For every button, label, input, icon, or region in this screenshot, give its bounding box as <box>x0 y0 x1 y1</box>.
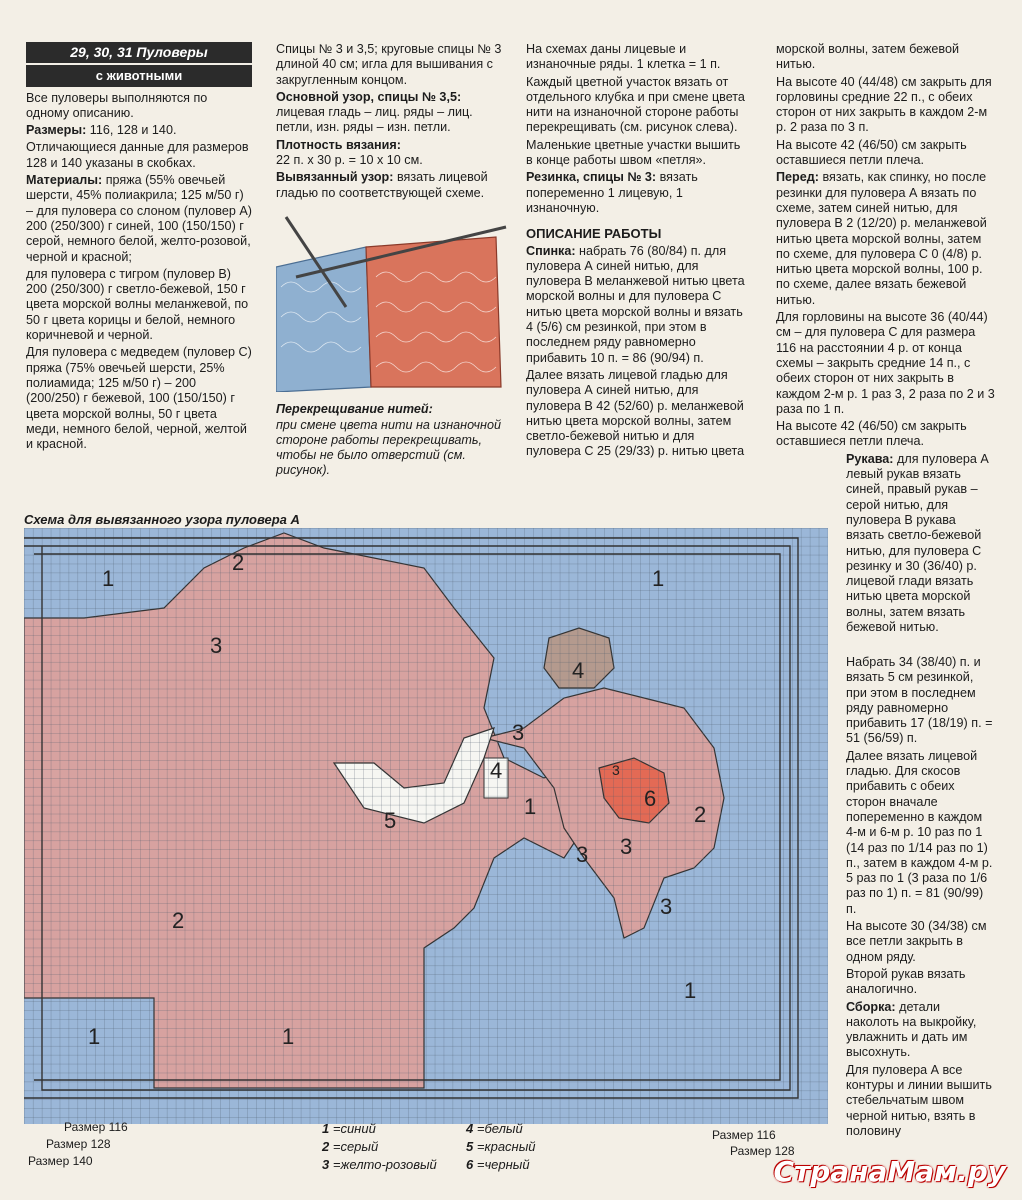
legend-item-5: 5 =красный <box>466 1139 536 1154</box>
c3-p4: Далее вязать лицевой гладью для пуловера А синей нитью, для пуловера В 42 (52/60) р. меланжевой нитью цвета морской волны, затем светло-бежевой нитью и для пуловера С 25 (29/33) р. нитью цвета <box>526 367 745 459</box>
chart-title: Схема для вывязанного узора пуловера А <box>24 512 300 527</box>
c4-p7: Далее вязать лицевой гладью. Для скосов прибавить с обеих сторон вначале попеременно в каждом 4-м и 6-м р. 10 раз по 1 (14 раз по 1/14 раз по 1) п., затем в каждом 4-м р. 5 раз по 1 (3 раза по 1/6 раз по 1) п. = 81 (90/99) п. <box>846 748 993 916</box>
size-label-128-right: Размер 128 <box>730 1144 795 1158</box>
c3-p2: Каждый цветной участок вязать от отдельного клубка и при смене цвета нити на изнаночной стороне работы перекрещивать (см. рисунок слева). <box>526 74 745 135</box>
legend-col-1 <box>322 1120 437 1174</box>
c4-p2: На высоте 40 (44/48) см закрыть для горловины средние 22 п., с обеих сторон от них закрыть в каждом 2-м р. 2 раза по 3 п. <box>776 74 992 135</box>
header-subtitle: с животными <box>26 65 252 86</box>
c2-pattern: Основной узор, спицы № 3,5: лицевая гладь – лиц. ряды – лиц. петли, изн. ряды – изн. петли. <box>276 89 473 135</box>
c4-p3: На высоте 42 (46/50) см закрыть оставшиеся петли плеча. <box>776 137 967 168</box>
c3-p1: На схемах даны лицевые и изнаночные ряды. 1 клетка = 1 п. <box>526 42 721 72</box>
c1-p3: Материалы: пряжа (55% овечьей шерсти, 45% полиакрила; 125 м/50 г) – для пуловера со слоном (пуловер А) 200 (250/300) г синей, 100 (150/150) г серой, немного белой, желто-розовой, черной и красной; <box>26 173 252 264</box>
legend-item-4: 4 =белый <box>466 1121 523 1136</box>
chart-region-label: 2 <box>694 802 707 827</box>
chart-region-label: 1 <box>282 1024 295 1049</box>
c4-front: Перед: вязать, как спинку, но после резинки для пуловера А вязать по схеме, затем синей нитью, для пуловера В 2 (12/20) р. меланжевой нитью цвета морской волны, затем по схеме, для пуловера С 0 (4/8) р. нитью цвета морской волны, 100 р. по схеме, далее вязать бежевой нитью. <box>776 170 987 307</box>
size-label-116-right: Размер 116 <box>712 1128 776 1142</box>
c1-p0: Все пуловеры выполняются по одному описанию. <box>26 90 208 120</box>
chart-region-label: 5 <box>384 808 397 833</box>
c2-knit: Вывязанный узор: вязать лицевой гладью по соответствующей схеме. <box>276 170 488 200</box>
size-label-128-left: Размер 128 <box>46 1137 111 1151</box>
chart-region-label: 4 <box>572 658 585 683</box>
column-1 <box>26 42 252 454</box>
chart-region-label: 1 <box>524 794 537 819</box>
c2-intro: Спицы № 3 и 3,5; круговые спицы № 3 длиной 40 см; игла для вышивания с закругленным концом. <box>276 42 502 87</box>
column-2 <box>276 42 504 481</box>
c3-section-title: ОПИСАНИЕ РАБОТЫ <box>526 226 662 242</box>
chart-region-label: 3 <box>576 842 589 867</box>
c4-p5: На высоте 42 (46/50) см закрыть оставшиеся петли плеча. <box>776 419 967 449</box>
c3-back: Спинка: набрать 76 (80/84) п. для пуловера А синей нитью, для пуловера В меланжевой нитью цвета морской волны и для пуловера С нитью цвета морской волны и вязать 4 (5/6) см резинкой, при этом в последнем ряду равномерно прибавить 10 п. = 86 (90/94) п. <box>526 243 745 365</box>
chart-region-label: 1 <box>88 1024 101 1049</box>
legend-item-2: 2 =серый <box>322 1139 379 1154</box>
header-title: 29, 30, 31 Пуловеры <box>26 42 252 63</box>
c3-rib: Резинка, спицы № 3: вязать попеременно 1 лицевую, 1 изнаночную. <box>526 170 698 215</box>
c1-p4: для пуловера с тигром (пуловер В) 200 (250/300) г светло-бежевой, 150 г цвета морской волны меланжевой, по 50 г цвета корицы и белой, немного коричневой и черной. <box>26 266 249 343</box>
chart-region-label: 3 <box>620 834 633 859</box>
c4-assembly: Сборка: детали наколоть на выкройку, увлажнить и дать им высохнуть. <box>846 999 977 1060</box>
size-label-140-left: Размер 140 <box>28 1154 93 1168</box>
chart-region-label: 3 <box>660 894 673 919</box>
chart-region-label: 2 <box>232 550 245 575</box>
chart-region-label: 6 <box>644 786 657 811</box>
column-3 <box>526 42 750 462</box>
c1-p1: Размеры: 116, 128 и 140. <box>26 123 177 138</box>
watermark-logo: СтранаМам.ру <box>773 1155 1006 1188</box>
knitting-chart <box>24 528 828 1124</box>
c1-p5: Для пуловера с медведем (пуловер С) пряжа (75% овечьей шерсти, 25% полиамида; 125 м/50 г) – 200 (200/250) г бежевой, 100 (150/150) г цвета морской волны, 50 г цвета меди, немного белой, черной, желтой и красной. <box>26 345 252 452</box>
chart-region-label: 1 <box>652 566 665 591</box>
c3-p3: Маленькие цветные участки вышить в конце работы швом «петля». <box>526 137 741 168</box>
chart-grid <box>24 528 828 1124</box>
c2-density: Плотность вязания: 22 п. х 30 р. = 10 х 10 см. <box>276 137 423 168</box>
chart-region-label: 3 <box>210 633 223 658</box>
legend-item-3: 3 =желто-розовый <box>322 1157 437 1172</box>
c1-p2: Отличающиеся данные для размеров 128 и 140 указаны в скобках. <box>26 140 249 170</box>
chart-region-label: 3 <box>612 762 620 778</box>
c4-p1: морской волны, затем бежевой нитью. <box>776 42 960 72</box>
c4-p4: Для горловины на высоте 36 (40/44) см – для пуловера С для размера 116 на расстоянии 4 р. от конца схемы – закрыть средние 14 п., с обеих сторон от них закрыть в каждом 2-м р. 1 раз 3, 2 раза по 2 и 3 раза по 1 п. <box>776 310 995 416</box>
size-label-116-left: Размер 116 <box>64 1120 128 1134</box>
c4-p10: Для пуловера А все контуры и линии вышить стебельчатым швом черной нитью, взять в половину <box>846 1062 992 1138</box>
chart-region-label: 4 <box>490 758 503 783</box>
chart-region-label: 2 <box>172 908 185 933</box>
column-4-lower <box>846 655 996 1141</box>
chart-region-label: 1 <box>102 566 115 591</box>
c4-p6: Набрать 34 (38/40) п. и вязать 5 см резинкой, при этом в последнем ряду равномерно прибавить 17 (18/19) п. = 51 (56/59) п. <box>846 655 993 746</box>
legend-item-1: 1 =синий <box>322 1121 376 1136</box>
c4-p8: На высоте 30 (34/38) см все петли закрыть в одном ряду. <box>846 919 987 964</box>
yarn-crossing-illustration <box>276 207 516 392</box>
chart-region-label: 3 <box>512 720 525 745</box>
c4-sleeve: Рукава: для пуловера А левый рукав вязать синей, правый рукав – серой нитью, для пуловера В рукава вязать светло-бежевой нитью, для пуловера С резинку и 30 (36/40) р. лицевой глади вязать нитью цвета морской волны, затем вязать бежевой нитью. <box>846 451 989 634</box>
legend-col-2 <box>466 1120 536 1174</box>
legend-item-6: 6 =черный <box>466 1157 530 1172</box>
chart-region-label: 1 <box>684 978 697 1003</box>
c4-p9: Второй рукав вязать аналогично. <box>846 966 966 997</box>
c2-caption: Перекрещивание нитей: при смене цвета нити на изнаночной стороне работы перекрещивать, чтобы не было отверстий (см. рисунок). <box>276 402 501 478</box>
